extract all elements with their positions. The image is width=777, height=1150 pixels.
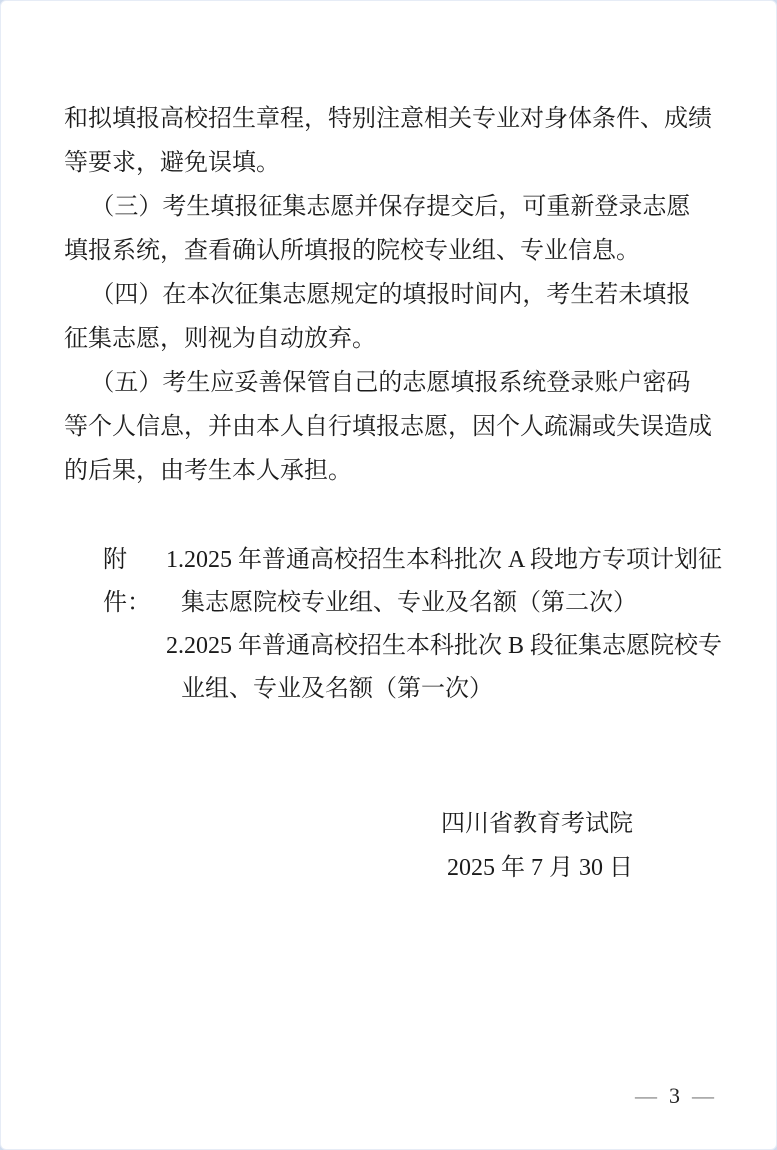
signature-block xyxy=(64,802,714,890)
paragraph xyxy=(64,97,714,185)
text-line: 1.2025 年普通高校招生本科批次 A 段地方专项计划征 xyxy=(166,547,723,573)
attachment-item xyxy=(166,625,723,711)
text-line: 2.2025 年普通高校招生本科批次 B 段征集志愿院校专 xyxy=(166,633,723,659)
attachment-list xyxy=(166,539,723,711)
page-number xyxy=(635,1083,714,1109)
paragraph xyxy=(64,273,714,361)
text-line: 业组、专业及名额（第一次） xyxy=(181,676,493,702)
page-number-dash-left: — xyxy=(635,1083,657,1108)
text-line: 的后果，由考生本人承担。 xyxy=(64,458,352,484)
text-line: 集志愿院校专业组、专业及名额（第二次） xyxy=(181,590,637,616)
text-line: 征集志愿，则视为自动放弃。 xyxy=(64,326,376,352)
text-line: 和拟填报高校招生章程，特别注意相关专业对身体条件、成绩 xyxy=(64,106,712,132)
text-line: 等个人信息，并由本人自行填报志愿，因个人疏漏或失误造成 xyxy=(64,414,712,440)
text-line: （三）考生填报征集志愿并保存提交后，可重新登录志愿 xyxy=(90,194,691,220)
page-number-dash-right: — xyxy=(692,1083,714,1108)
text-line: 等要求，避免误填。 xyxy=(64,150,280,176)
signature-issuer: 四川省教育考试院 xyxy=(441,811,633,837)
paragraph xyxy=(64,361,714,493)
text-line: 填报系统，查看确认所填报的院校专业组、专业信息。 xyxy=(64,238,640,264)
signature-date: 2025 年 7 月 30 日 xyxy=(447,855,633,881)
page-number-value: 3 xyxy=(669,1083,680,1108)
paragraph xyxy=(64,185,714,273)
text-line: （五）考生应妥善保管自己的志愿填报系统登录账户密码 xyxy=(90,370,691,396)
attachment-section xyxy=(103,539,723,711)
attachment-item xyxy=(166,539,723,625)
document-body xyxy=(64,1,723,890)
text-line: （四）在本次征集志愿规定的填报时间内，考生若未填报 xyxy=(90,282,691,308)
attachment-label: 附件： xyxy=(103,547,151,616)
